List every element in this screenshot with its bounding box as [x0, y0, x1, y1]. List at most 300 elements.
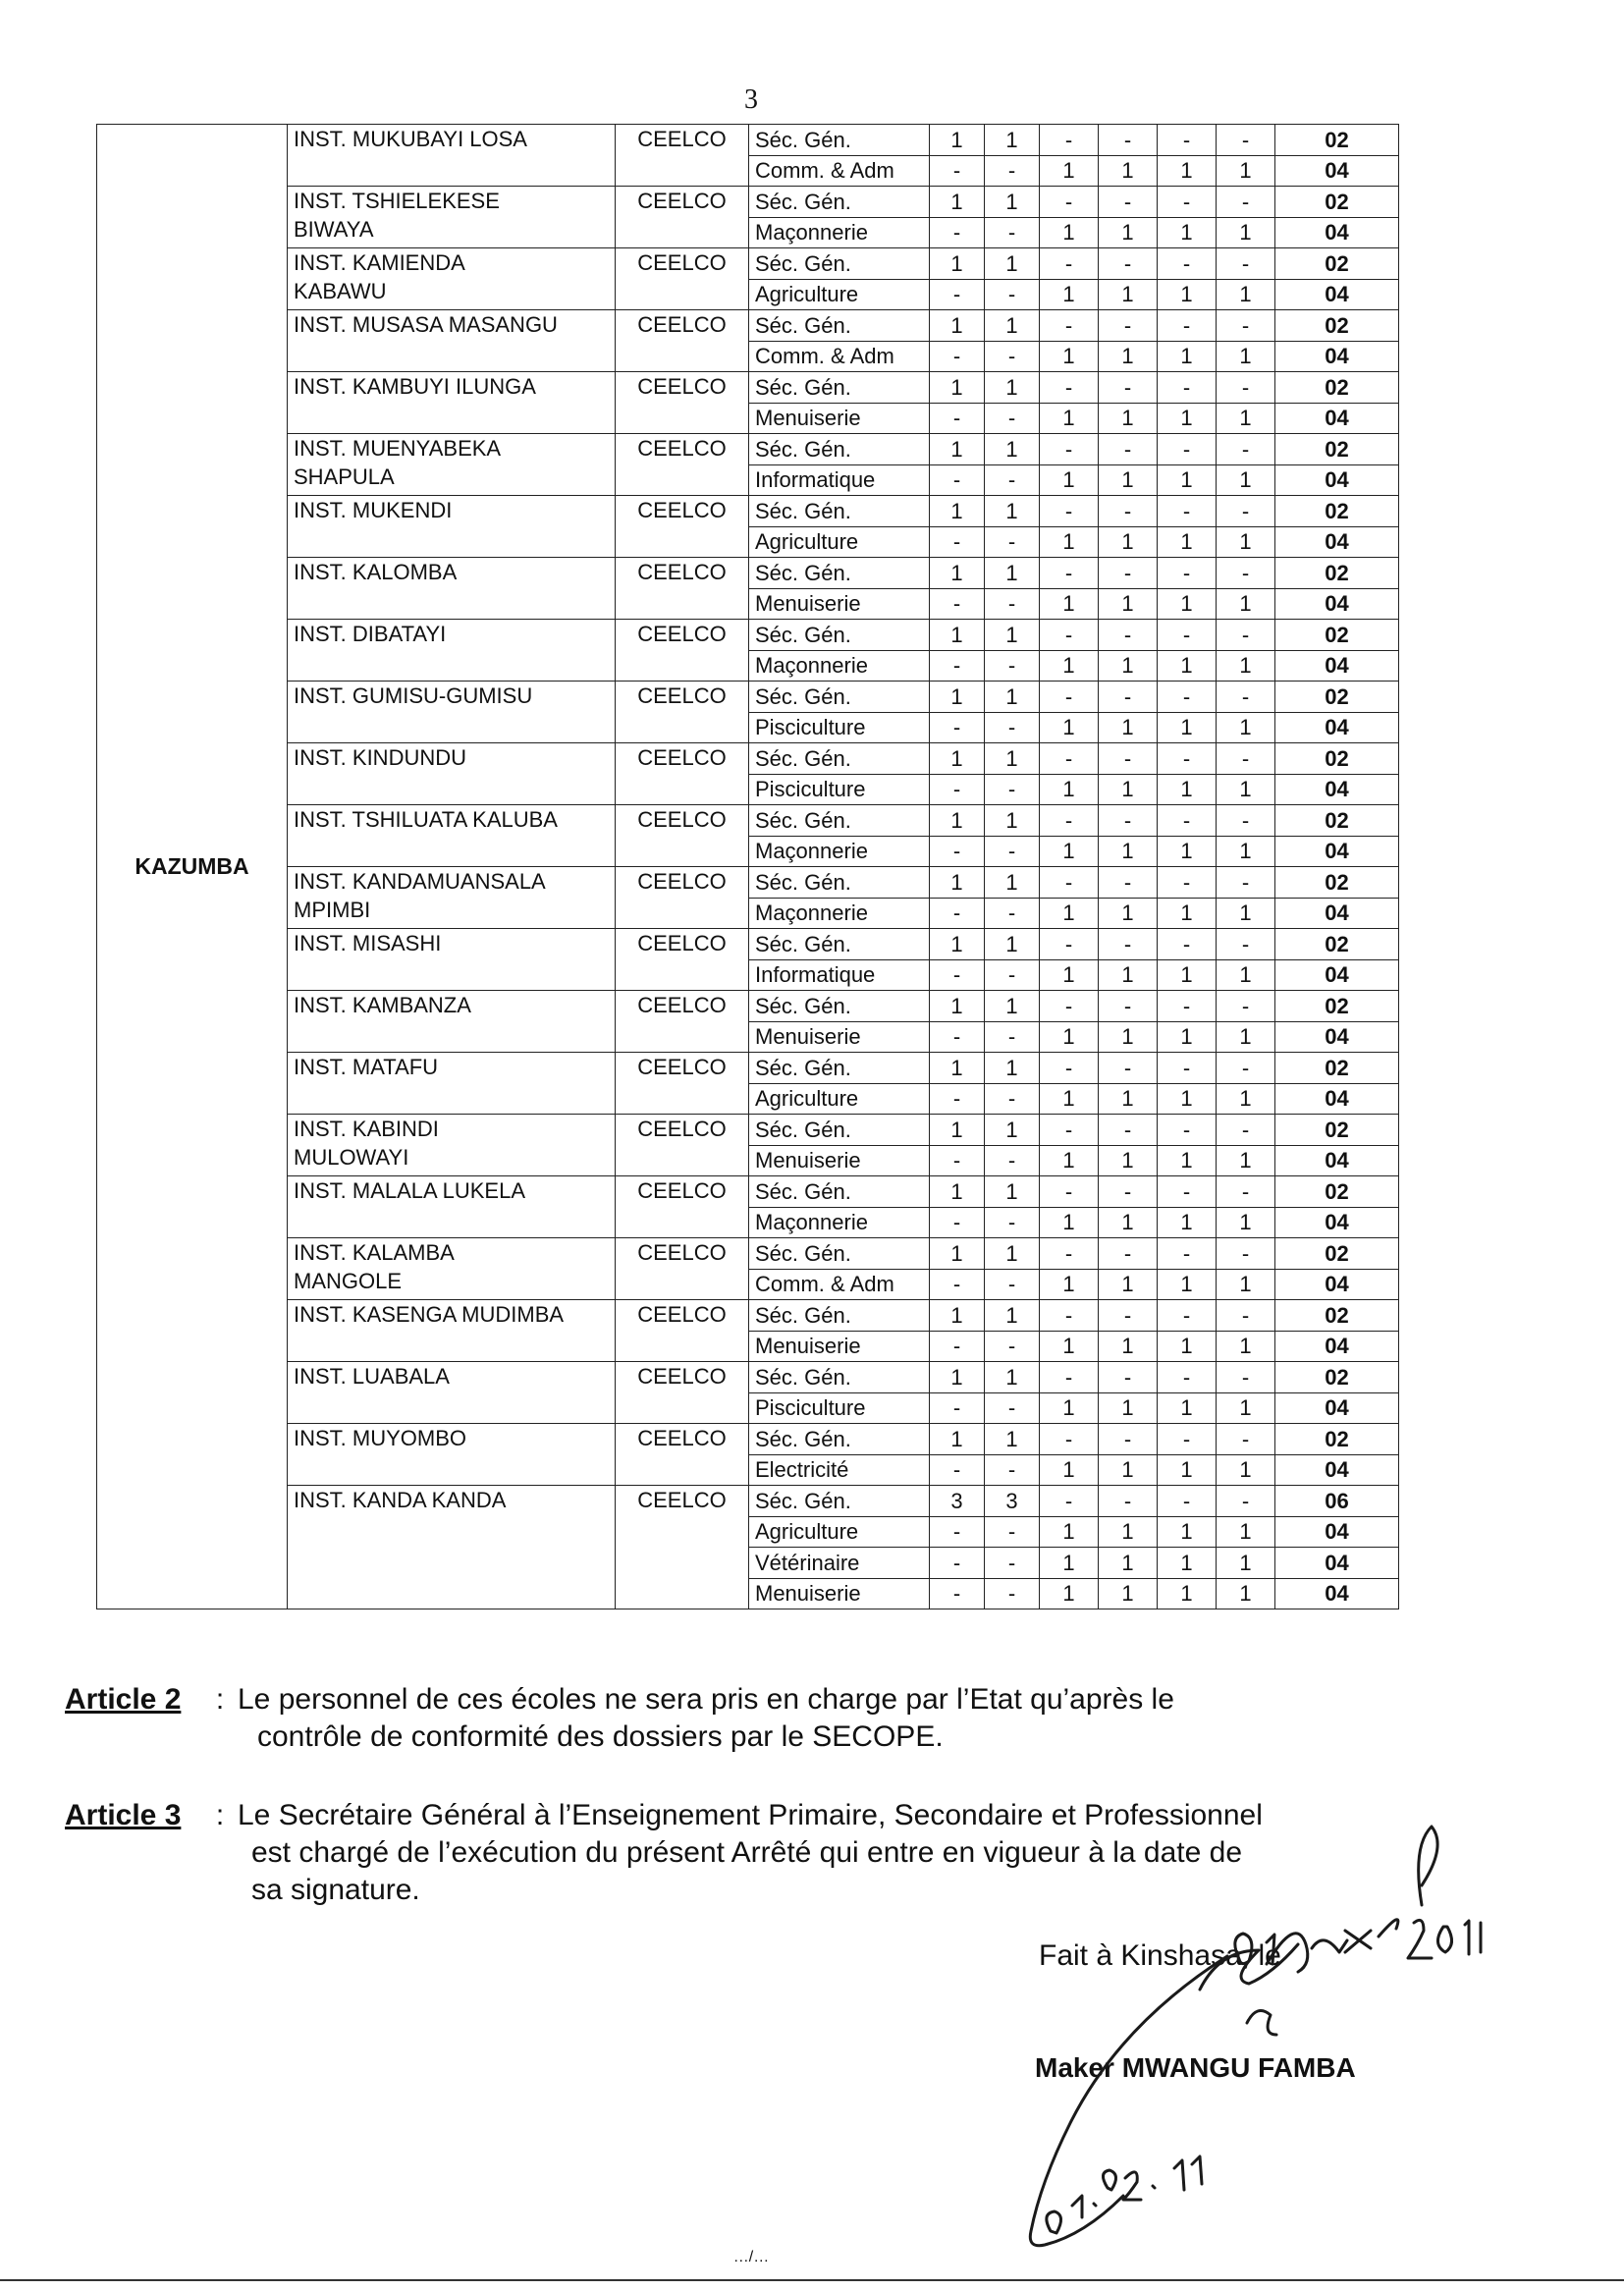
school-name-line: INST. TSHILUATA KALUBA [294, 807, 558, 832]
class-count: 1 [1158, 1454, 1217, 1486]
class-count: - [1217, 1486, 1275, 1517]
option-name: Séc. Gén. [749, 1176, 930, 1208]
option-name: Maçonnerie [749, 836, 930, 867]
school-name-line: INST. KANDAMUANSALA [294, 869, 546, 894]
school-name-line: INST. DIBATAYI [294, 622, 447, 646]
school-organization: CEELCO [616, 1115, 749, 1176]
table-row [97, 867, 1399, 899]
class-count: 1 [930, 1176, 985, 1208]
class-count: - [1217, 620, 1275, 651]
class-count: 1 [1217, 403, 1275, 434]
table-row [97, 1424, 1399, 1455]
table-row [97, 682, 1399, 713]
class-count: 1 [1099, 403, 1158, 434]
class-count: 1 [1217, 1516, 1275, 1548]
class-count: 1 [1158, 712, 1217, 743]
class-count: - [930, 1083, 985, 1115]
class-count: - [985, 464, 1040, 496]
class-count: - [1217, 558, 1275, 589]
row-total: 02 [1275, 310, 1399, 342]
school-organization: CEELCO [616, 620, 749, 682]
class-count: - [1158, 991, 1217, 1022]
class-count: - [1158, 1053, 1217, 1084]
class-count: 1 [1099, 1454, 1158, 1486]
row-total: 06 [1275, 1486, 1399, 1517]
class-count: - [985, 1331, 1040, 1362]
class-count: - [1217, 310, 1275, 342]
class-count: 1 [1217, 1578, 1275, 1609]
row-total: 02 [1275, 1424, 1399, 1455]
class-count: 1 [930, 1115, 985, 1146]
option-name: Séc. Gén. [749, 187, 930, 218]
option-name: Comm. & Adm [749, 155, 930, 187]
school-organization: CEELCO [616, 372, 749, 434]
class-count: - [1040, 248, 1099, 280]
table-row [97, 434, 1399, 465]
class-count: 1 [1217, 1145, 1275, 1176]
school-organization: CEELCO [616, 187, 749, 248]
class-count: 1 [1217, 1548, 1275, 1579]
class-count: - [1040, 867, 1099, 899]
school-name-line: SHAPULA [294, 464, 395, 489]
row-total: 02 [1275, 125, 1399, 156]
row-total: 04 [1275, 650, 1399, 682]
class-count: 1 [985, 620, 1040, 651]
class-count: - [1217, 187, 1275, 218]
class-count: 1 [930, 1053, 985, 1084]
option-name: Séc. Gén. [749, 743, 930, 775]
row-total: 04 [1275, 1083, 1399, 1115]
row-total: 02 [1275, 1053, 1399, 1084]
article-2-colon: : [215, 1683, 225, 1716]
class-count: 1 [1217, 1269, 1275, 1300]
class-count: - [1099, 187, 1158, 218]
school-name-line: INST. KAMBUYI ILUNGA [294, 374, 536, 399]
class-count: 1 [1217, 1454, 1275, 1486]
class-count: - [1099, 620, 1158, 651]
school-name-line: INST. TSHIELEKESE [294, 189, 500, 213]
class-count: 1 [1217, 588, 1275, 620]
class-count: 1 [985, 805, 1040, 837]
class-count: - [1040, 434, 1099, 465]
school-organization: CEELCO [616, 929, 749, 991]
option-name: Séc. Gén. [749, 991, 930, 1022]
class-count: 1 [1158, 1083, 1217, 1115]
class-count: - [1158, 929, 1217, 960]
option-name: Pisciculture [749, 774, 930, 805]
option-name: Menuiserie [749, 1021, 930, 1053]
class-count: - [1099, 310, 1158, 342]
class-count: - [1099, 1176, 1158, 1208]
class-count: 1 [1099, 588, 1158, 620]
class-count: - [930, 1548, 985, 1579]
table-row [97, 1238, 1399, 1270]
article-3-line-1: Le Secrétaire Général à l’Enseignement Primaire, Secondaire et Professionnel [238, 1799, 1263, 1831]
class-count: - [1158, 1424, 1217, 1455]
class-count: 1 [1099, 712, 1158, 743]
row-total: 04 [1275, 1331, 1399, 1362]
school-name-line: INST. LUABALA [294, 1364, 450, 1389]
class-count: 1 [930, 1424, 985, 1455]
school-name [288, 372, 616, 434]
option-name: Séc. Gén. [749, 1300, 930, 1332]
row-total: 04 [1275, 279, 1399, 310]
class-count: 1 [985, 1424, 1040, 1455]
option-name: Maçonnerie [749, 650, 930, 682]
class-count: 1 [1099, 959, 1158, 991]
class-count: 1 [1040, 774, 1099, 805]
class-count: - [1217, 1115, 1275, 1146]
option-name: Maçonnerie [749, 898, 930, 929]
row-total: 04 [1275, 1578, 1399, 1609]
row-total: 04 [1275, 341, 1399, 372]
school-name-line: MPIMBI [294, 898, 371, 922]
class-count: - [985, 1392, 1040, 1424]
class-count: - [985, 403, 1040, 434]
class-count: - [1040, 1300, 1099, 1332]
class-count: 1 [930, 1238, 985, 1270]
class-count: - [985, 1454, 1040, 1486]
class-count: - [1040, 1486, 1099, 1517]
class-count: - [930, 898, 985, 929]
class-count: - [1099, 991, 1158, 1022]
class-count: 1 [985, 743, 1040, 775]
class-count: 1 [1158, 526, 1217, 558]
option-name: Séc. Gén. [749, 496, 930, 527]
table-row [97, 1486, 1399, 1517]
class-count: - [1099, 743, 1158, 775]
class-count: - [1217, 929, 1275, 960]
class-count: - [1217, 434, 1275, 465]
row-total: 04 [1275, 588, 1399, 620]
page-number: 3 [744, 84, 758, 115]
table-row [97, 991, 1399, 1022]
class-count: - [1217, 1300, 1275, 1332]
school-name-line: INST. KAMIENDA [294, 250, 465, 275]
class-count: - [985, 836, 1040, 867]
class-count: 1 [930, 1300, 985, 1332]
row-total: 04 [1275, 1269, 1399, 1300]
class-count: 1 [985, 125, 1040, 156]
class-count: 1 [1158, 341, 1217, 372]
school-organization: CEELCO [616, 248, 749, 310]
class-count: - [1217, 1362, 1275, 1393]
class-count: - [930, 588, 985, 620]
class-count: - [1099, 496, 1158, 527]
option-name: Maçonnerie [749, 217, 930, 248]
class-count: 1 [1158, 1548, 1217, 1579]
class-count: 1 [1158, 774, 1217, 805]
school-organization: CEELCO [616, 1176, 749, 1238]
school-name-line: INST. KALAMBA [294, 1240, 455, 1265]
row-total: 02 [1275, 805, 1399, 837]
school-name [288, 1238, 616, 1300]
row-total: 04 [1275, 464, 1399, 496]
class-count: - [1217, 867, 1275, 899]
class-count: - [930, 1331, 985, 1362]
school-name-line: INST. KALOMBA [294, 560, 458, 584]
class-count: 1 [1217, 526, 1275, 558]
option-name: Electricité [749, 1454, 930, 1486]
class-count: 1 [1158, 279, 1217, 310]
table-row [97, 1176, 1399, 1208]
class-count: 1 [1158, 217, 1217, 248]
class-count: 1 [1158, 959, 1217, 991]
school-name-line: INST. MISASHI [294, 931, 442, 955]
class-count: 1 [1040, 650, 1099, 682]
row-total: 04 [1275, 1021, 1399, 1053]
class-count: 1 [985, 1238, 1040, 1270]
class-count: - [1158, 1238, 1217, 1270]
class-count: - [1158, 1115, 1217, 1146]
option-name: Séc. Gén. [749, 1486, 930, 1517]
class-count: 1 [1217, 1331, 1275, 1362]
school-name [288, 743, 616, 805]
class-count: 1 [1158, 1207, 1217, 1238]
class-count: 1 [985, 929, 1040, 960]
row-total: 02 [1275, 1176, 1399, 1208]
class-count: 1 [985, 248, 1040, 280]
article-3-line-2: est chargé de l’exécution du présent Arrêté qui entre en vigueur à la date de [251, 1836, 1242, 1869]
school-name [288, 496, 616, 558]
option-name: Menuiserie [749, 1145, 930, 1176]
class-count: - [1158, 682, 1217, 713]
class-count: 1 [930, 991, 985, 1022]
school-organization: CEELCO [616, 1053, 749, 1115]
class-count: - [985, 1145, 1040, 1176]
class-count: 1 [930, 743, 985, 775]
class-count: 1 [1099, 1548, 1158, 1579]
class-count: - [985, 588, 1040, 620]
row-total: 02 [1275, 248, 1399, 280]
class-count: 1 [1040, 1548, 1099, 1579]
table-row [97, 496, 1399, 527]
class-count: - [1040, 1424, 1099, 1455]
class-count: - [1040, 187, 1099, 218]
class-count: 1 [1158, 1578, 1217, 1609]
class-count: 1 [930, 496, 985, 527]
school-name-line: INST. KINDUNDU [294, 745, 467, 770]
class-count: 1 [930, 805, 985, 837]
class-count: 1 [1040, 464, 1099, 496]
class-count: 1 [1217, 959, 1275, 991]
school-organization: CEELCO [616, 1362, 749, 1424]
class-count: 1 [1040, 1021, 1099, 1053]
class-count: - [930, 1578, 985, 1609]
class-count: - [1217, 743, 1275, 775]
table-row [97, 1362, 1399, 1393]
school-organization: CEELCO [616, 991, 749, 1053]
class-count: - [985, 1516, 1040, 1548]
class-count: - [1099, 1053, 1158, 1084]
class-count: - [1158, 1486, 1217, 1517]
option-name: Séc. Gén. [749, 125, 930, 156]
school-name [288, 1424, 616, 1486]
row-total: 04 [1275, 898, 1399, 929]
option-name: Séc. Gén. [749, 1424, 930, 1455]
class-count: 1 [985, 310, 1040, 342]
class-count: 1 [985, 682, 1040, 713]
class-count: 1 [1158, 588, 1217, 620]
class-count: - [1217, 496, 1275, 527]
option-name: Menuiserie [749, 403, 930, 434]
school-name-line: INST. MUKUBAYI LOSA [294, 127, 527, 151]
class-count: 1 [1099, 898, 1158, 929]
class-count: 1 [1158, 1331, 1217, 1362]
option-name: Séc. Gén. [749, 558, 930, 589]
class-count: 1 [930, 125, 985, 156]
class-count: 1 [1099, 1516, 1158, 1548]
class-count: - [930, 526, 985, 558]
class-count: - [1099, 125, 1158, 156]
class-count: 1 [930, 310, 985, 342]
class-count: 1 [985, 991, 1040, 1022]
option-name: Agriculture [749, 279, 930, 310]
row-total: 02 [1275, 929, 1399, 960]
school-organization: CEELCO [616, 682, 749, 743]
class-count: 1 [1040, 836, 1099, 867]
class-count: - [985, 1207, 1040, 1238]
class-count: - [930, 774, 985, 805]
school-name [288, 248, 616, 310]
school-name [288, 125, 616, 187]
row-total: 04 [1275, 526, 1399, 558]
table-row [97, 805, 1399, 837]
row-total: 04 [1275, 403, 1399, 434]
place-and-date: Fait à Kinshasa, le [1039, 1939, 1281, 1972]
school-name [288, 1362, 616, 1424]
class-count: - [1158, 805, 1217, 837]
class-count: 1 [1099, 1331, 1158, 1362]
class-count: - [1040, 310, 1099, 342]
class-count: 1 [930, 867, 985, 899]
class-count: 1 [1099, 217, 1158, 248]
class-count: 1 [1217, 1083, 1275, 1115]
class-count: - [1099, 1238, 1158, 1270]
class-count: 1 [1217, 279, 1275, 310]
class-count: - [1099, 867, 1158, 899]
school-name [288, 682, 616, 743]
school-name-line: INST. KAMBANZA [294, 993, 471, 1017]
school-name-line: INST. MUSASA MASANGU [294, 312, 558, 337]
class-count: 1 [1217, 217, 1275, 248]
class-count: - [985, 774, 1040, 805]
school-name [288, 1300, 616, 1362]
class-count: - [1217, 1176, 1275, 1208]
option-name: Pisciculture [749, 1392, 930, 1424]
class-count: 1 [930, 558, 985, 589]
school-name [288, 1053, 616, 1115]
table-row [97, 125, 1399, 156]
class-count: - [985, 1021, 1040, 1053]
class-count: - [1158, 372, 1217, 404]
class-count: 1 [1158, 464, 1217, 496]
option-name: Séc. Gén. [749, 1115, 930, 1146]
option-name: Séc. Gén. [749, 310, 930, 342]
class-count: 1 [985, 1176, 1040, 1208]
school-name [288, 1486, 616, 1609]
class-count: 1 [1158, 155, 1217, 187]
class-count: - [930, 1207, 985, 1238]
class-count: 1 [985, 1053, 1040, 1084]
class-count: - [1158, 496, 1217, 527]
row-total: 04 [1275, 774, 1399, 805]
school-organization: CEELCO [616, 310, 749, 372]
option-name: Vétérinaire [749, 1548, 930, 1579]
class-count: 1 [1217, 341, 1275, 372]
class-count: 1 [1158, 898, 1217, 929]
class-count: 1 [1040, 712, 1099, 743]
school-organization: CEELCO [616, 496, 749, 558]
class-count: 1 [985, 496, 1040, 527]
class-count: - [1099, 1424, 1158, 1455]
class-count: 1 [1217, 1021, 1275, 1053]
class-count: - [1217, 1424, 1275, 1455]
row-total: 02 [1275, 1362, 1399, 1393]
school-organization: CEELCO [616, 1486, 749, 1609]
class-count: 1 [1099, 1145, 1158, 1176]
class-count: - [1158, 434, 1217, 465]
class-count: - [1099, 372, 1158, 404]
table-row [97, 310, 1399, 342]
class-count: - [1158, 248, 1217, 280]
table-row [97, 1115, 1399, 1146]
class-count: 1 [1099, 1083, 1158, 1115]
class-count: 1 [1217, 836, 1275, 867]
class-count: - [985, 341, 1040, 372]
class-count: 1 [1217, 774, 1275, 805]
class-count: 1 [1040, 1207, 1099, 1238]
row-total: 02 [1275, 434, 1399, 465]
class-count: 1 [1158, 403, 1217, 434]
row-total: 02 [1275, 1115, 1399, 1146]
class-count: 1 [1158, 1269, 1217, 1300]
class-count: 1 [1040, 1331, 1099, 1362]
option-name: Informatique [749, 464, 930, 496]
class-count: - [930, 1392, 985, 1424]
class-count: 1 [1217, 650, 1275, 682]
class-count: 1 [1040, 403, 1099, 434]
row-total: 04 [1275, 959, 1399, 991]
class-count: - [1099, 1362, 1158, 1393]
row-total: 02 [1275, 1238, 1399, 1270]
class-count: 1 [1217, 712, 1275, 743]
row-total: 02 [1275, 496, 1399, 527]
option-name: Séc. Gén. [749, 867, 930, 899]
table-row [97, 248, 1399, 280]
class-count: 1 [930, 248, 985, 280]
class-count: 1 [1158, 1516, 1217, 1548]
class-count: - [1217, 682, 1275, 713]
class-count: 1 [1158, 1145, 1217, 1176]
class-count: - [985, 650, 1040, 682]
row-total: 04 [1275, 1207, 1399, 1238]
table-row [97, 620, 1399, 651]
school-name-line: BIWAYA [294, 217, 374, 242]
school-organization: CEELCO [616, 1238, 749, 1300]
class-count: 1 [1099, 1207, 1158, 1238]
class-count: 1 [1217, 464, 1275, 496]
class-count: 1 [930, 187, 985, 218]
class-count: 1 [1158, 1392, 1217, 1424]
class-count: - [1099, 929, 1158, 960]
option-name: Séc. Gén. [749, 929, 930, 960]
class-count: 1 [985, 558, 1040, 589]
option-name: Menuiserie [749, 588, 930, 620]
zone-cell: KAZUMBA [97, 125, 288, 1609]
class-count: - [1099, 558, 1158, 589]
option-name: Comm. & Adm [749, 1269, 930, 1300]
